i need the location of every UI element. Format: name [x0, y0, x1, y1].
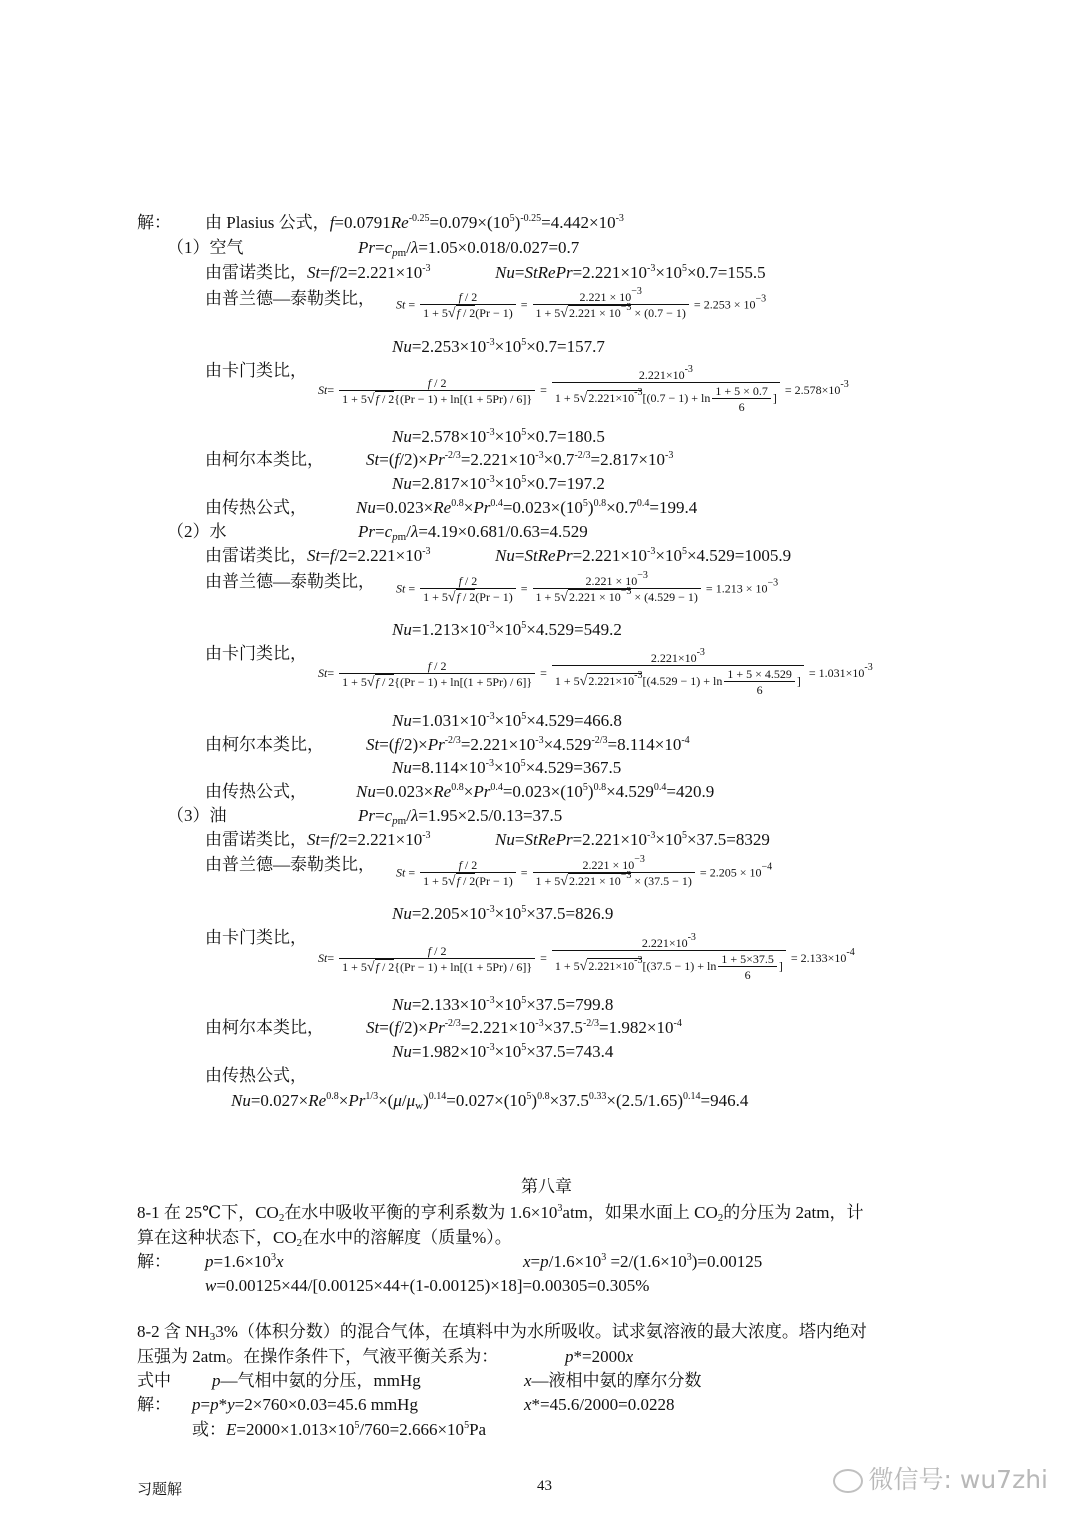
- oil-prandtl-taylor-label: 由普兰德—泰勒类比，: [205, 855, 375, 874]
- air-karman-nu: $Nu=2.578\times 10^{-3}\times 10^5\times 0.7=180.5$: [392, 427, 605, 446]
- air-karman-eq: St= $\frac{f / 2}{1 + 5√f / 2\{(Pr - 1) + \ln[(1 + 5Pr) / 6]\}}$ = $2.221\times 10^{-3}$ $1 + 5√2.221\times 10^{-3}[(0.7 - 1) + \ln$ $\frac{1 + 5 \times 0.7}{6}$ ] = $2.578\times 10^{-3}$: [318, 364, 849, 414]
- air-reynolds-nu: $Nu=StRePr=2.221\times 10^{-3}\times 10^5\times 0.7=155.5$: [495, 263, 766, 282]
- chapter-title: 第八章: [521, 1177, 572, 1196]
- water-reynolds-nu: $Nu=StRePr=2.221\times 10^{-3}\times 10^5\times 4.529=1005.9$: [495, 546, 792, 565]
- water-prandtl-taylor-eq: St = $\frac{f / 2}{1 + 5√f / 2(Pr - 1)}$ = $\frac{2.221 \times 10^{-3}}{1 + 5√2.221 \times 10^{-3} \times (4.529 - 1)}$ = $1.213 \times 10^{-3}$: [396, 570, 779, 605]
- oil-heat-formula-label: 由传热公式，: [205, 1066, 307, 1085]
- air-karman-label: 由卡门类比，: [205, 361, 307, 380]
- watermark: 微信号: wu7zhi: [833, 1460, 1048, 1496]
- problem-8-2-where: 式中: [137, 1371, 171, 1390]
- case-water-label: （2）水: [167, 522, 227, 541]
- oil-karman-eq: St= $\frac{f / 2}{1 + 5√f / 2\{(Pr - 1) + \ln[(1 + 5Pr) / 6]\}}$ = $2.221\times 10^{-3}$ $1 + 5√2.221\times 10^{-3}[(37.5 - 1) + \ln$ $\frac{1 + 5\times 37.5}{6}$ ] = $2.133\times 10^{-4}$: [318, 932, 855, 982]
- water-prandtl-taylor-nu: $Nu=1.213\times 10^{-3}\times 10^5\times 4.529=549.2$: [392, 620, 622, 639]
- problem-8-1-w: w=0.00125×44/[0.00125×44+(1-0.00125)×18]=0.00305=0.305%: [205, 1276, 650, 1295]
- air-prandtl: $Pr=c_{pm}/\lambda=1.05\times 0.018/0.027=0.7$: [358, 238, 580, 259]
- oil-prandtl-taylor-nu: $Nu=2.205\times 10^{-3}\times 10^5\times 37.5=826.9$: [392, 904, 614, 923]
- problem-8-2-p: p=p*y=2×760×0.03=45.6 mmHg: [192, 1395, 418, 1414]
- oil-karman-label: 由卡门类比，: [205, 928, 307, 947]
- water-colburn-nu: $Nu=8.114\times 10^{-3}\times 10^5\times 4.529=367.5$: [392, 758, 622, 777]
- air-reynolds: 由雷诺类比，$St=f/2=2.221\times 10^{-3}$: [205, 263, 431, 282]
- water-reynolds: 由雷诺类比，$St=f/2=2.221\times 10^{-3}$: [205, 546, 431, 565]
- water-colburn-label: 由柯尔本类比，: [205, 735, 324, 754]
- oil-reynolds-nu: $Nu=StRePr=2.221\times 10^{-3}\times 10^5\times 37.5=8329$: [495, 830, 770, 849]
- oil-heat-formula-nu: $Nu=0.027\times Re^{0.8}\times Pr^{1/3}\times(\mu/\mu_w)^{0.14}=0.027\times(10^5)^{0.8}\times 37.5^{0.33}\times(2.5/1.65)^{0.14}=946.4$: [231, 1091, 749, 1112]
- case-oil-label: （3）油: [167, 806, 227, 825]
- oil-karman-nu: $Nu=2.133\times 10^{-3}\times 10^5\times 37.5=799.8$: [392, 995, 614, 1014]
- plasius-formula: 由 Plasius 公式，$f=0.0791Re^{-0.25}=0.079\times(10^5)^{-0.25}=4.442\times 10^{-3}$: [205, 213, 624, 232]
- water-heat-formula-label: 由传热公式，: [205, 782, 307, 801]
- oil-colburn-nu: $Nu=1.982\times 10^{-3}\times 10^5\times 37.5=743.4$: [392, 1042, 614, 1061]
- air-prandtl-taylor-eq: St = $\frac{f / 2}{1 + 5√f / 2(Pr - 1)}$ = $\frac{2.221 \times 10^{-3}}{1 + 5√2.221 \times 10^{-3} \times (0.7 - 1)}$ = $2.253 \times 10^{-3}$: [396, 286, 767, 321]
- problem-8-2-text: 8-2 含 $NH_33\%$（体积分数）的混合气体，在填料中为水所吸收。试求氨溶液的最大浓度。塔内绝对: [137, 1322, 867, 1343]
- oil-reynolds: 由雷诺类比，$St=f/2=2.221\times 10^{-3}$: [205, 830, 431, 849]
- oil-colburn-label: 由柯尔本类比，: [205, 1018, 324, 1037]
- water-colburn-st: $St=(f/2)\times Pr^{-2/3}=2.221\times 10^{-3}\times 4.529^{-2/3}=8.114\times 10^{-4}$: [366, 735, 690, 754]
- water-prandtl-taylor-label: 由普兰德—泰勒类比，: [205, 572, 375, 591]
- water-karman-nu: $Nu=1.031\times 10^{-3}\times 10^5\times 4.529=466.8$: [392, 711, 622, 730]
- water-karman-label: 由卡门类比，: [205, 644, 307, 663]
- case-air-label: （1）空气: [167, 238, 244, 257]
- problem-8-2-equilibrium: p*=2000x: [565, 1347, 634, 1366]
- problem-8-1-text: 8-1 在 25℃下，$CO_2$在水中吸收平衡的亨利系数为 $1.6\times 10^3atm$，如果水面上 $CO_2$的分压为 2atm，计: [137, 1203, 864, 1224]
- water-prandtl: $Pr=c_{pm}/\lambda=4.19\times 0.681/0.63=4.529$: [358, 522, 588, 543]
- air-colburn-nu: $Nu=2.817\times 10^{-3}\times 10^5\times 0.7=197.2$: [392, 474, 605, 493]
- wechat-icon: [833, 1469, 863, 1493]
- footer-label: 习题解: [137, 1482, 183, 1498]
- problem-8-2-p-desc: p—气相中氨的分压，mmHg: [212, 1371, 421, 1390]
- air-colburn-label: 由柯尔本类比，: [205, 450, 324, 469]
- problem-8-2-x: x*=45.6/2000=0.0228: [524, 1395, 675, 1414]
- water-karman-eq: St= $\frac{f / 2}{1 + 5√f / 2\{(Pr - 1) + \ln[(1 + 5Pr) / 6]\}}$ = $2.221\times 10^{-3}$ $1 + 5√2.221\times 10^{-3}[(4.529 - 1) + \ln$ $\frac{1 + 5 \times 4.529}{6}$ ] = $1.031\times 10^{-3}$: [318, 647, 873, 697]
- page-number: 43: [537, 1478, 552, 1494]
- problem-8-2-or: 或：$E=2000\times 1.013\times 10^5/760=2.666\times 10^5Pa$: [192, 1420, 487, 1439]
- oil-prandtl: $Pr=c_{pm}/\lambda=1.95\times 2.5/0.13=37.5$: [358, 806, 563, 827]
- air-prandtl-taylor-label: 由普兰德—泰勒类比，: [205, 289, 375, 308]
- problem-8-2-solution-label: 解：: [137, 1395, 171, 1414]
- water-heat-formula-nu: $Nu=0.023\times Re^{0.8}\times Pr^{0.4}=0.023\times(10^5)^{0.8}\times 4.529^{0.4}=420.9$: [356, 782, 715, 801]
- problem-8-1-solution-label: 解：: [137, 1252, 171, 1271]
- solution-label: 解：: [137, 213, 171, 232]
- problem-8-1-x: $x=p/1.6\times 10^3 =2/(1.6\times 10^3)=0.00125$: [523, 1252, 763, 1271]
- oil-prandtl-taylor-eq: St = $\frac{f / 2}{1 + 5√f / 2(Pr - 1)}$ = $\frac{2.221 \times 10^{-3}}{1 + 5√2.221 \times 10^{-3} \times (37.5 - 1)}$ = $2.205 \times 10^{-4}$: [396, 854, 773, 889]
- air-heat-formula-nu: $Nu=0.023\times Re^{0.8}\times Pr^{0.4}=0.023\times(10^5)^{0.8}\times 0.7^{0.4}=199.4$: [356, 498, 698, 517]
- air-prandtl-taylor-nu: $Nu=2.253\times 10^{-3}\times 10^5\times 0.7=157.7$: [392, 337, 605, 356]
- problem-8-1-henry: $p=1.6\times 10^3x$: [205, 1252, 284, 1271]
- air-colburn-st: $St=(f/2)\times Pr^{-2/3}=2.221\times 10^{-3}\times 0.7^{-2/3}=2.817\times 10^{-3}$: [366, 450, 674, 469]
- problem-8-2-text-2: 压强为 2atm。在操作条件下，气液平衡关系为：: [137, 1347, 499, 1366]
- air-heat-formula-label: 由传热公式，: [205, 498, 307, 517]
- problem-8-2-x-desc: x—液相中氨的摩尔分数: [524, 1371, 702, 1390]
- problem-8-1-text-2: 算在这种状态下，$CO_2$在水中的溶解度（质量%）。: [137, 1228, 512, 1249]
- oil-colburn-st: $St=(f/2)\times Pr^{-2/3}=2.221\times 10^{-3}\times 37.5^{-2/3}=1.982\times 10^{-4}$: [366, 1018, 682, 1037]
